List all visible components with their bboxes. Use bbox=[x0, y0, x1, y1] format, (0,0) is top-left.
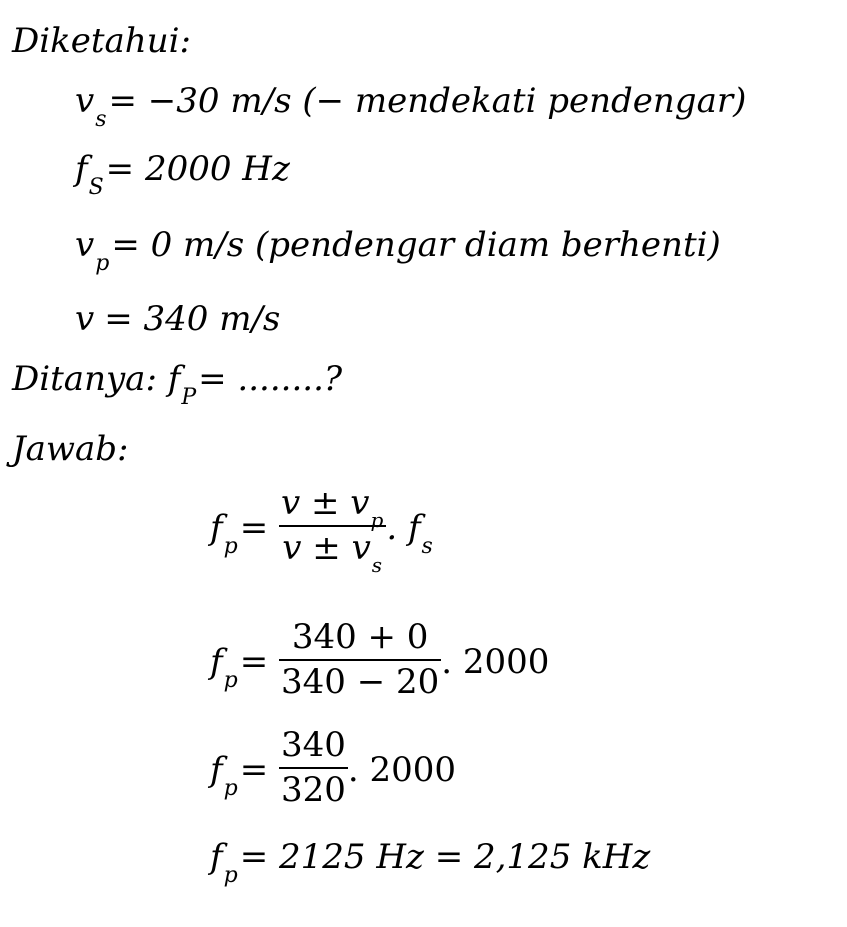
numerator: 340 bbox=[279, 726, 348, 769]
numerator: $v \pm v_p$ bbox=[279, 484, 386, 527]
question-heading: Ditanya: bbox=[12, 359, 157, 399]
given-heading: Diketahui: bbox=[12, 21, 191, 61]
given-listener-speed bbox=[75, 225, 721, 276]
value: = 340 m/s bbox=[104, 299, 281, 339]
denominator: 320 bbox=[281, 770, 346, 811]
subscript: S bbox=[88, 175, 104, 200]
lhs-symbol: f bbox=[210, 750, 223, 791]
tail: . 2000 bbox=[441, 642, 550, 683]
formula-simplified bbox=[210, 725, 457, 814]
denominator: $v \pm v_s$ bbox=[282, 528, 383, 578]
fraction bbox=[279, 726, 348, 810]
lhs-symbol: f bbox=[210, 837, 223, 877]
subscript: p bbox=[95, 251, 110, 276]
equals: = bbox=[239, 508, 269, 549]
tail: . 2000 bbox=[347, 750, 457, 791]
fraction bbox=[279, 483, 386, 578]
lhs-subscript: p bbox=[223, 534, 238, 560]
tail: . f bbox=[386, 508, 421, 549]
lhs-subscript: p bbox=[223, 863, 238, 888]
given-source-frequency bbox=[75, 149, 290, 200]
denominator: 340 − 20 bbox=[281, 662, 440, 703]
value: = 2000 Hz bbox=[105, 149, 290, 189]
symbol: v bbox=[75, 299, 95, 339]
tail-subscript: s bbox=[421, 534, 433, 560]
question-line bbox=[12, 359, 343, 410]
lhs-subscript: p bbox=[223, 668, 238, 694]
symbol: f bbox=[75, 149, 88, 189]
symbol: v bbox=[75, 225, 95, 265]
lhs-symbol: f bbox=[210, 642, 223, 683]
lhs-symbol: f bbox=[210, 508, 223, 549]
equals: = bbox=[239, 642, 269, 683]
result: = 2125 Hz = 2,125 kHz bbox=[239, 837, 651, 877]
subscript: s bbox=[95, 107, 107, 132]
given-source-speed bbox=[75, 81, 747, 132]
numerator: 340 + 0 bbox=[279, 618, 441, 661]
symbol: v bbox=[75, 81, 95, 121]
symbol: f bbox=[167, 359, 181, 399]
formula-substitution bbox=[210, 617, 550, 706]
value: = −30 m/s (− mendekati pendengar) bbox=[108, 81, 747, 121]
fraction bbox=[279, 618, 441, 702]
formula-doppler bbox=[210, 483, 435, 578]
subscript: P bbox=[181, 385, 197, 410]
formula-result bbox=[210, 837, 651, 888]
value: = 0 m/s (pendengar diam berhenti) bbox=[111, 225, 721, 265]
lhs-subscript: p bbox=[223, 776, 238, 802]
equals: = bbox=[239, 750, 269, 791]
given-sound-speed bbox=[75, 299, 281, 339]
answer-heading: Jawab: bbox=[12, 429, 129, 469]
value: = ........? bbox=[198, 359, 343, 399]
